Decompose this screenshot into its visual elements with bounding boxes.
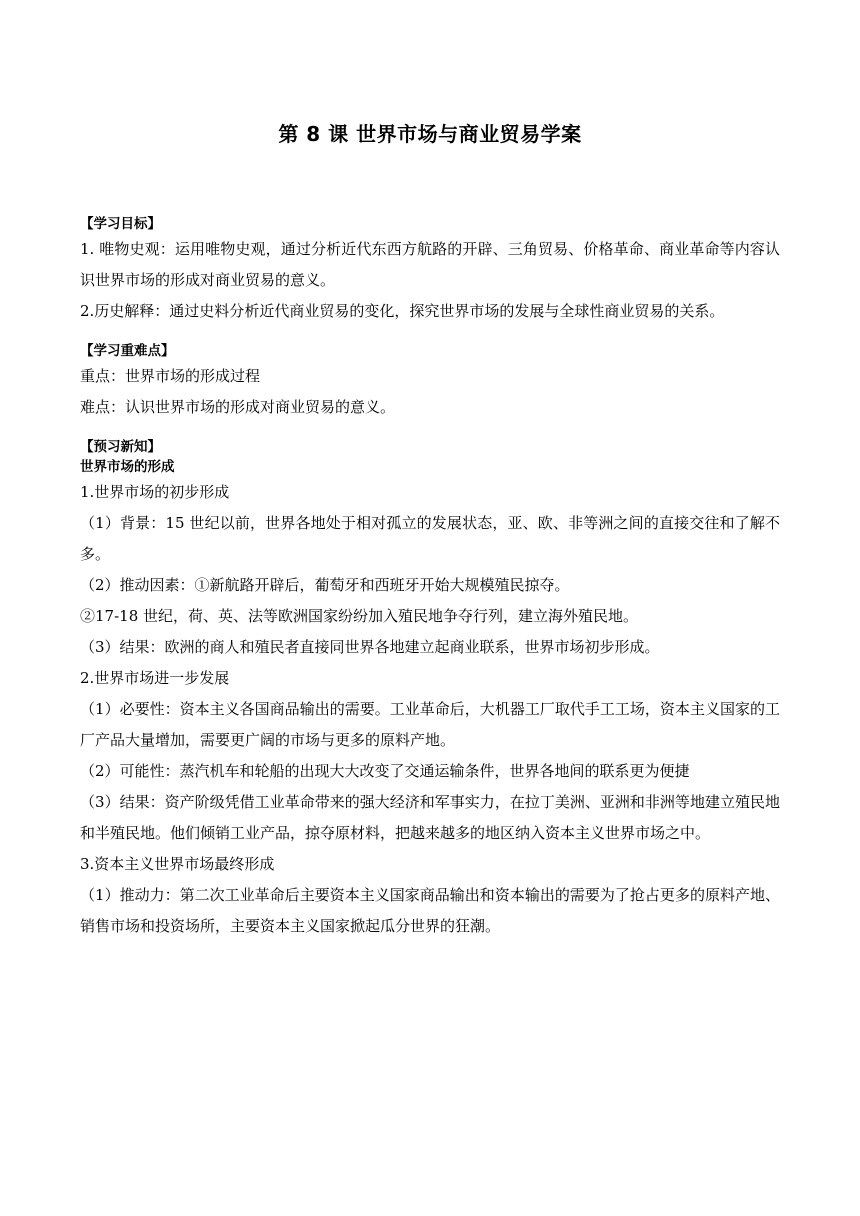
page-title: 第 8 课 世界市场与商业贸易学案 <box>278 122 582 146</box>
preview-line: 1.世界市场的初步形成 <box>80 483 230 501</box>
preview-line: （3）结果：资产阶级凭借工业革命带来的强大经济和军事实力，在拉丁美洲、亚洲和非洲等地建立殖民地和半殖民地。他们倾销工业产品，掠夺原材料，把越来越多的地区纳入资本主义世界市场之中。 <box>80 793 780 842</box>
section-heading-goals: 【学习目标】 <box>80 216 161 232</box>
goal-item-1: 1. 唯物史观：运用唯物史观，通过分析近代东西方航路的开辟、三角贸易、价格革命、商业革命等内容认识世界市场的形成对商业贸易的意义。 <box>80 240 780 289</box>
section-heading-preview: 【预习新知】 <box>80 439 161 455</box>
preview-line: （1）背景：15 世纪以前，世界各地处于相对孤立的发展状态，亚、欧、非等洲之间的直接交往和了解不多。 <box>80 514 780 563</box>
section-subheading: 世界市场的形成 <box>80 459 175 475</box>
preview-line: （3）结果：欧洲的商人和殖民者直接同世界各地建立起商业联系，世界市场初步形成。 <box>80 638 660 656</box>
goal-item-2: 2.历史解释：通过史料分析近代商业贸易的变化，探究世界市场的发展与全球性商业贸易的关系。 <box>80 302 725 320</box>
preview-line: ②17-18 世纪，荷、英、法等欧洲国家纷纷加入殖民地争夺行列，建立海外殖民地。 <box>80 607 639 625</box>
preview-line: （2）可能性：蒸汽机车和轮船的出现大大改变了交通运输条件，世界各地间的联系更为便捷 <box>80 762 690 780</box>
preview-line: 2.世界市场进一步发展 <box>80 669 230 687</box>
key-point-item: 重点：世界市场的形成过程 <box>80 367 261 385</box>
section-heading-key-points: 【学习重难点】 <box>80 343 175 359</box>
preview-line: （1）必要性：资本主义各国商品输出的需要。工业革命后，大机器工厂取代手工工场，资本主义国家的工厂产品大量增加，需要更广阔的市场与更多的原料产地。 <box>80 700 780 749</box>
preview-line: 3.资本主义世界市场最终形成 <box>80 855 275 873</box>
document-body <box>80 214 780 942</box>
preview-line: （1）推动力：第二次工业革命后主要资本主义国家商品输出和资本输出的需要为了抢占更多的原料产地、销售市场和投资场所，主要资本主义国家掀起瓜分世界的狂潮。 <box>80 886 780 935</box>
preview-line: （2）推动因素：①新航路开辟后，葡萄牙和西班牙开始大规模殖民掠夺。 <box>80 576 570 594</box>
difficult-point-item: 难点：认识世界市场的形成对商业贸易的意义。 <box>80 398 396 416</box>
